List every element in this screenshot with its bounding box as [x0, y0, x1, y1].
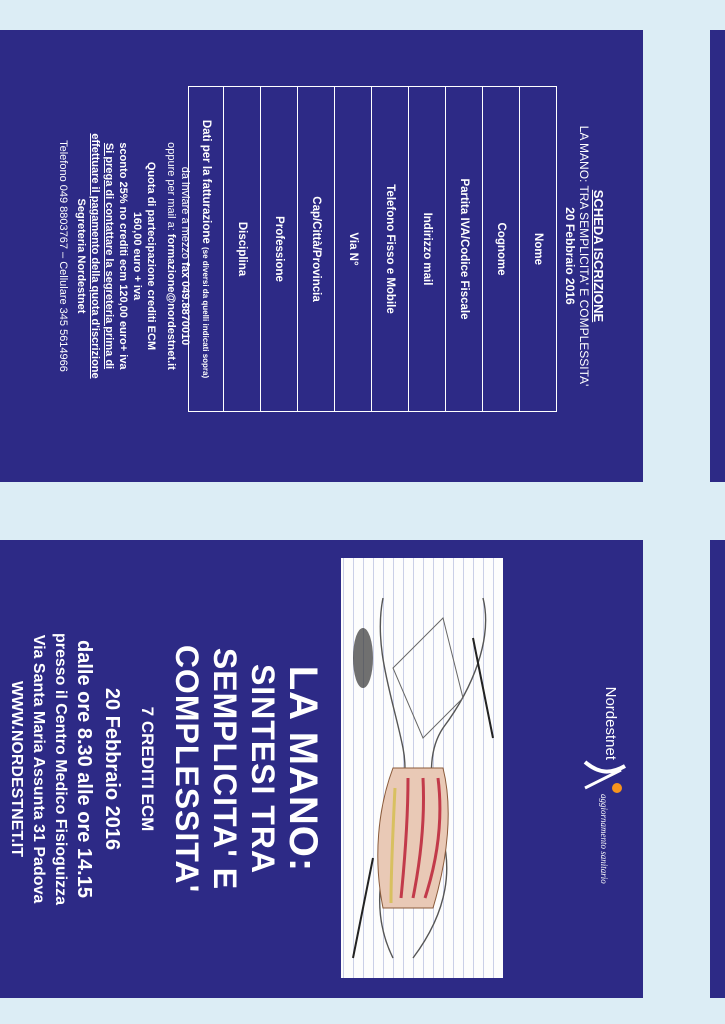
cover-hours: dalle ore 8.30 alle ore 14.15	[73, 640, 95, 898]
fee-price: 160,00 euro + iva	[131, 211, 143, 301]
registration-panel	[0, 30, 643, 482]
field-row-nome[interactable]: Nome	[520, 87, 557, 412]
fee-discount: sconto 25% no crediti ecm 120,00 euro+ iva	[117, 142, 129, 370]
cover-title-2: SINTESI TRA	[245, 663, 281, 875]
cover-address: Via Santa Maria Assunta 31 Padova	[30, 634, 47, 904]
cover-venue: presso il Centro Medico Fisioguizza	[52, 632, 69, 906]
cover-panel	[0, 540, 643, 998]
field-row-cognome[interactable]: Cognome	[483, 87, 520, 412]
field-row-professione[interactable]: Professione	[261, 87, 298, 412]
edge-strip-bottom	[710, 540, 725, 998]
cover-title-3: SEMPLICITA' E	[207, 647, 243, 891]
form-subtitle: LA MANO: TRA SEMPLICITA' E COMPLESSITA'	[577, 125, 591, 387]
send-mail-prefix: oppure per mail a:	[165, 142, 177, 231]
field-row-indirizzo-mail[interactable]: Indirizzo mail	[409, 87, 446, 412]
hand-anatomy-illustration	[341, 558, 503, 978]
logo-name: Nordestnet	[602, 686, 619, 760]
registration-table	[188, 86, 557, 412]
notice-line-2: effettuare il pagamento della quota d'iscrizione	[89, 133, 101, 379]
send-fax-prefix: da inviare a mezzo	[179, 166, 191, 260]
cover-title-4: COMPLESSITA'	[169, 644, 205, 894]
phones: Telefono 049 8803767 – Cellulare 345 5614966	[57, 140, 69, 372]
fee-title: Quota di partecipazione crediti ECM	[145, 161, 157, 351]
form-date: 20 Febbraio 2016	[563, 207, 577, 305]
billing-label: Dati per la fatturazione	[200, 119, 212, 244]
send-fax-line	[179, 30, 191, 482]
field-row-partita-iva-codice-fiscale[interactable]: Partita IVA/Codice Fiscale	[446, 87, 483, 412]
logo-tagline: aggiornamento sanitario	[599, 794, 609, 884]
form-title: SCHEDA ISCRIZIONE	[591, 189, 606, 323]
cover-credits: 7 CREDITI ECM	[138, 706, 157, 832]
secretariat: Segreteria Nordestnet	[75, 198, 87, 314]
cover-website: WWW.NORDESTNET.IT	[8, 681, 25, 857]
field-row-disciplina[interactable]: Disciplina	[224, 87, 261, 412]
send-mail-line	[165, 30, 177, 482]
billing-note: (se diversi da quelli indicati sopra)	[201, 247, 210, 379]
field-row-cap-citt-provincia[interactable]: Cap/Città/Provincia	[298, 87, 335, 412]
send-fax: fax 049.8870010	[179, 262, 191, 346]
cover-title-1: LA MANO:	[281, 665, 325, 873]
nordestnet-logo	[575, 670, 635, 884]
cover-date: 20 Febbraio 2016	[101, 687, 123, 851]
edge-strip-top	[710, 30, 725, 482]
field-row-via-n[interactable]: Via N°	[335, 87, 372, 412]
hand-drawing-icon	[341, 558, 503, 978]
field-row-telefono-fisso-e-mobile[interactable]: Telefono Fisso e Mobile	[372, 87, 409, 412]
send-mail: formazione@nordestnet.it	[165, 233, 177, 370]
field-row-billing[interactable]	[189, 87, 224, 412]
notice-line-1: Si prega di contattare la segreteria prima di	[103, 142, 115, 370]
